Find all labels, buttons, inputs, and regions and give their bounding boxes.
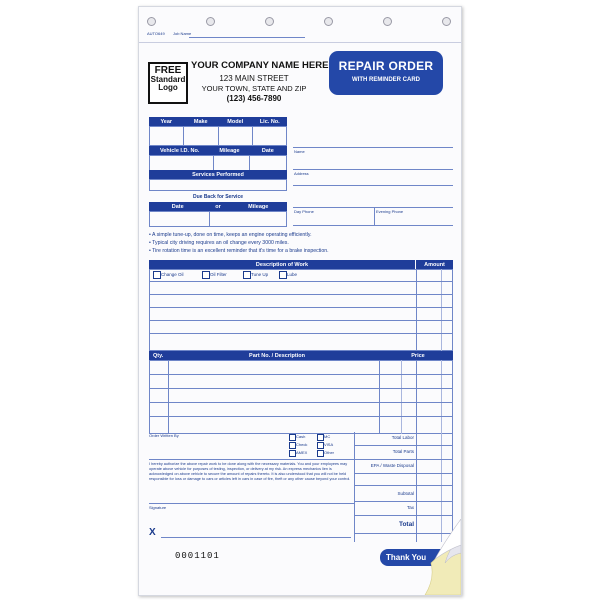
lube-label: Lube xyxy=(287,272,298,277)
rule xyxy=(149,320,453,321)
other-checkbox[interactable] xyxy=(317,450,324,457)
rule xyxy=(354,485,452,486)
divider xyxy=(183,126,184,146)
vehicle-row-2[interactable] xyxy=(149,155,287,171)
col-mileage: Mileage xyxy=(219,147,240,154)
due-back-row[interactable] xyxy=(149,211,287,227)
epa-waste-label: EPA / Waste Disposal xyxy=(370,463,414,468)
perforation xyxy=(139,42,461,43)
parts-table-area[interactable] xyxy=(149,360,453,434)
col-due-date: Date xyxy=(171,203,184,210)
col-part-description: Part No. / Description xyxy=(249,352,305,359)
repair-order-badge xyxy=(329,51,443,95)
col-due-mileage: Mileage xyxy=(248,203,269,210)
total-parts-label: Total Parts xyxy=(392,449,414,454)
rule xyxy=(293,147,453,148)
punch-hole xyxy=(206,17,215,26)
subtotal-label: Subtotal xyxy=(397,491,414,496)
rule xyxy=(149,503,354,504)
punch-hole xyxy=(442,17,451,26)
order-written-by-label: Order Written By xyxy=(149,433,179,438)
rule xyxy=(149,388,453,389)
page-curl-carbon-copy xyxy=(421,519,461,595)
logo-line3: Logo xyxy=(158,83,178,92)
cash-label: Cash xyxy=(296,434,306,439)
visa-label: VISA xyxy=(324,442,334,447)
services-performed-bar: Services Performed xyxy=(149,170,287,179)
mc-checkbox[interactable] xyxy=(317,434,324,441)
company-city: YOUR TOWN, STATE AND ZIP xyxy=(201,84,307,93)
rule xyxy=(354,445,452,446)
rule xyxy=(354,459,452,460)
oil-filter-label: Oil Filter xyxy=(210,272,227,277)
badge-title: REPAIR ORDER xyxy=(338,59,434,73)
day-phone-label: Day Phone xyxy=(294,209,314,214)
other-label: Other xyxy=(324,450,335,455)
col-year: Year xyxy=(160,118,173,125)
evening-phone-label: Evening Phone xyxy=(376,209,404,214)
address-label: Address xyxy=(294,171,309,176)
punch-hole xyxy=(265,17,274,26)
company-name: YOUR COMPANY NAME HERE xyxy=(191,60,329,71)
name-label: Name xyxy=(294,149,305,154)
total-label: Total xyxy=(398,521,414,528)
tip-2: • Typical city driving requires an oil change every 3000 miles. xyxy=(149,240,289,246)
logo-line2: Standard xyxy=(150,75,186,84)
rule xyxy=(354,515,452,516)
divider xyxy=(416,432,417,542)
repair-order-form xyxy=(138,6,462,596)
rule xyxy=(293,185,453,186)
rule xyxy=(293,169,453,170)
amount-bar: Amount xyxy=(416,260,453,269)
col-vin: Vehicle I.D. No. xyxy=(159,147,200,154)
divider xyxy=(374,207,375,225)
col-price: Price xyxy=(411,352,425,359)
rule xyxy=(149,281,453,282)
authorization-text: I hereby authorize the above repair work to be done along with the necessary materials. You and your employees may operate above vehicle for purposes of testing, inspection, or delivery at my risk. An express mechanics lien is acknowledged on above vehicle to secure the amount of repairs thereto. It is also understood that you will not be held responsible for loss or damage to cars or articles left in cars in case of fire, theft or any other cause beyond your control. xyxy=(149,462,351,481)
divider xyxy=(209,211,210,227)
punch-hole xyxy=(147,17,156,26)
due-back-header-bar xyxy=(149,202,287,211)
vehicle-header-bar xyxy=(149,117,287,126)
rule xyxy=(149,294,453,295)
due-back-label: Due Back for Service xyxy=(192,194,244,200)
signature-line[interactable] xyxy=(161,537,351,538)
rule xyxy=(149,416,453,417)
total-labor-label: Total Labor xyxy=(391,435,414,440)
form-code: AUTO649 xyxy=(147,31,165,36)
logo-placeholder xyxy=(148,62,188,104)
rule xyxy=(293,225,453,226)
divider xyxy=(441,360,442,434)
job-name-line xyxy=(189,37,305,38)
divider xyxy=(252,126,253,146)
divider xyxy=(401,360,402,434)
rule xyxy=(149,374,453,375)
rule xyxy=(149,402,453,403)
logo-line1: FREE xyxy=(154,65,182,76)
rule xyxy=(354,473,452,474)
job-name-label: Job Name xyxy=(173,31,192,36)
col-lic-no: Lic. No. xyxy=(259,118,280,125)
col-or: or xyxy=(215,203,221,210)
divider xyxy=(218,126,219,146)
punch-hole xyxy=(324,17,333,26)
col-date: Date xyxy=(261,147,274,154)
rule xyxy=(149,333,453,334)
signature-label: Signature xyxy=(149,505,167,510)
amex-label: AMEX xyxy=(296,450,308,455)
amex-checkbox[interactable] xyxy=(289,450,296,457)
divider xyxy=(168,360,169,434)
parts-header-bar xyxy=(149,351,453,360)
col-make: Make xyxy=(193,118,208,125)
serial-number: 0001101 xyxy=(175,551,220,561)
tip-1: • A simple tune-up, done on time, keeps an engine operating efficiently. xyxy=(149,232,312,238)
check-checkbox[interactable] xyxy=(289,442,296,449)
divider xyxy=(379,360,380,434)
services-performed-field[interactable] xyxy=(149,179,287,191)
description-of-work-bar: Description of Work xyxy=(149,260,415,269)
cash-checkbox[interactable] xyxy=(289,434,296,441)
rule xyxy=(293,207,453,208)
col-qty: Qty. xyxy=(153,352,164,359)
rule xyxy=(149,307,453,308)
tax-label: Tax xyxy=(406,505,414,510)
divider xyxy=(249,155,250,171)
company-phone: (123) 456-7890 xyxy=(226,94,282,103)
rule xyxy=(354,501,452,502)
punch-hole xyxy=(383,17,392,26)
divider xyxy=(416,360,417,434)
vehicle-id-header-bar xyxy=(149,146,287,155)
thank-you-text: Thank You xyxy=(386,553,427,562)
badge-subtitle: WITH REMINDER CARD xyxy=(352,77,420,83)
check-label: Check xyxy=(296,442,308,447)
company-street: 123 MAIN STREET xyxy=(219,74,289,83)
divider xyxy=(213,155,214,171)
mc-label: MC xyxy=(324,434,331,439)
tip-3: • Tire rotation time is an excellent reminder that it's time for a brake inspection. xyxy=(149,248,329,254)
visa-checkbox[interactable] xyxy=(317,442,324,449)
signature-x: X xyxy=(149,527,156,538)
change-oil-label: Change Oil xyxy=(161,272,184,277)
tune-up-label: Tune Up xyxy=(251,272,269,277)
col-model: Model xyxy=(227,118,244,125)
rule xyxy=(149,459,354,460)
